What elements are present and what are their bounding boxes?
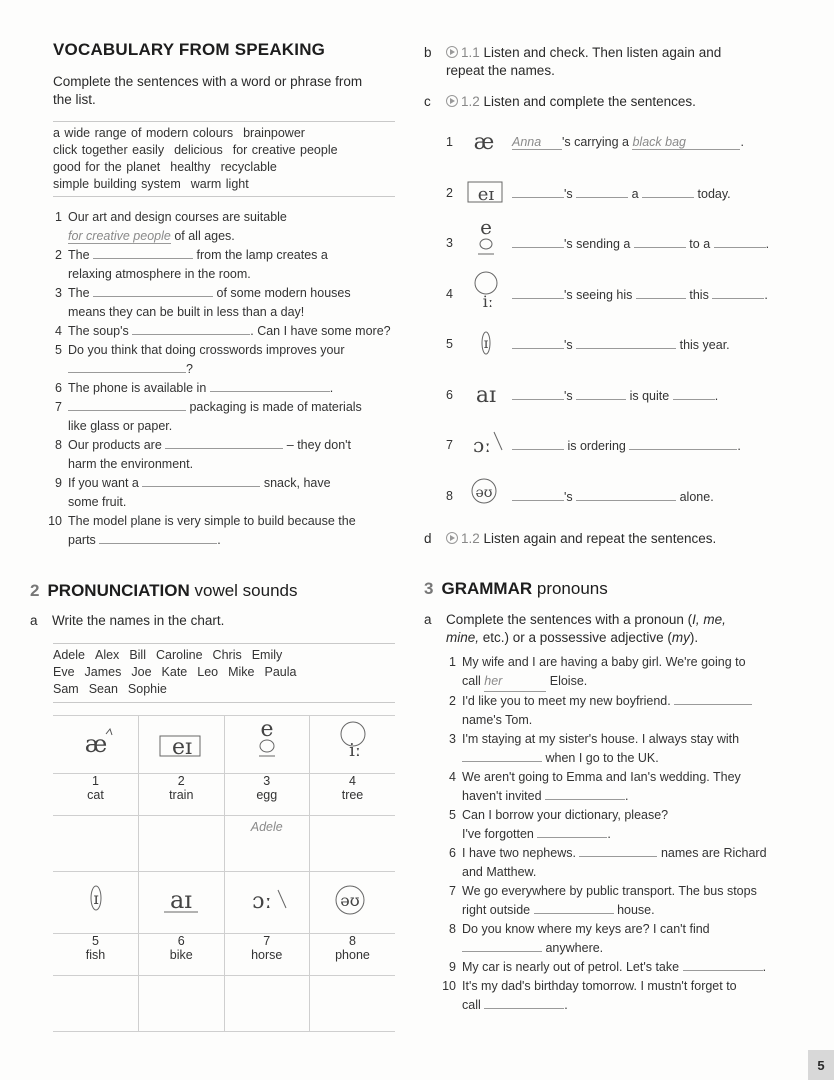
svg-text:æ: æ — [473, 130, 495, 155]
svg-text:ɪ: ɪ — [483, 336, 489, 352]
list-item: 9 If you want a snack, have — [55, 476, 331, 490]
train-icon — [466, 174, 506, 206]
list-item: 7 We go everywhere by public transport. The bus stops — [449, 884, 757, 898]
blank[interactable] — [93, 285, 213, 297]
exercise-b: b 1.1 Listen and check. Then listen again and repeat the names. — [424, 45, 722, 78]
vocab-title: VOCABULARY FROM SPEAKING — [53, 40, 326, 59]
list-item: 10 It's my dad's birthday tomorrow. I mustn't forget to — [442, 979, 737, 993]
vocab-instruction: Complete the sentences with a word or phrase from the list. — [53, 74, 363, 107]
horse-icon — [466, 426, 506, 458]
list-item: 5 Do you think that doing crosswords improves your — [55, 343, 345, 357]
svg-text:iː: iː — [482, 292, 494, 311]
blank[interactable] — [534, 902, 614, 914]
horse-icon — [242, 878, 292, 918]
pronunciation-a: a Write the names in the chart. — [30, 613, 225, 628]
svg-text:ɔː: ɔː — [473, 433, 491, 457]
list-item: 2 The from the lamp creates a — [55, 248, 328, 262]
names-list: Adele Alex Bill Caroline Chris Emily Eve James Joe Kate Leo Mike Paula Sam Sean Sophie — [53, 648, 297, 696]
answer-example: for creative people — [68, 229, 171, 243]
exercise-c: c 1.2 Listen and complete the sentences. — [424, 94, 696, 109]
blank[interactable] — [537, 826, 607, 838]
svg-text:ɪ: ɪ — [92, 889, 99, 908]
svg-text:ɔː: ɔː — [251, 889, 272, 914]
blank[interactable] — [462, 750, 542, 762]
blank[interactable] — [484, 997, 564, 1009]
list-item: 1 Our art and design courses are suitable — [55, 210, 287, 224]
blank[interactable] — [93, 247, 193, 259]
blank[interactable] — [132, 323, 250, 335]
svg-text:iː: iː — [348, 740, 361, 761]
grammar-exercise: 1 My wife and I are having a baby girl. We're going to call her Eloise. 2 I'd like you to meet my new boyfriend. name's Tom. 3 I'm staying at my sister's house. I always stay with when I go to the UK. 4 We aren't going to Emma and Ian's wedding. They haven't invited . 5 Can I borrow your dictionary, please? I've forgotten . 6 I have two nephews. names are Richard and Matthew. 7 We go everywhere by public transport. The bus stops right outside house. 8 Do you know where my keys are? I can't find anywhere. 9 My car is nearly out of petrol. Let's take . 10 It's my dad's birthday tomorrow. I mustn't forget to call . — [440, 653, 810, 1015]
list-item: 8 Do you know where my keys are? I can't find — [449, 922, 710, 936]
list-item: 1 My wife and I are having a baby girl. We're going to — [449, 655, 746, 669]
svg-text:eɪ: eɪ — [477, 184, 495, 205]
list-item: 3 The of some modern houses — [55, 286, 351, 300]
chart-cell[interactable] — [139, 976, 225, 1032]
blank[interactable] — [579, 845, 657, 857]
audio-icon[interactable] — [446, 46, 458, 58]
blank[interactable] — [165, 437, 283, 449]
svg-text:eɪ: eɪ — [172, 735, 193, 760]
tree-icon — [466, 269, 506, 313]
page-number: 5 — [808, 1050, 834, 1080]
list-item: 8 Our products are – they don't — [55, 438, 352, 452]
vowel-chart: æ eɪ e iː 1 cat 2 train 3 egg 4 tree Adele ɪ aɪ ɔː əʊ 5 fish 6 bike 7 horse 8 phone — [53, 715, 395, 1032]
list-item: 2 I'd like you to meet my new boyfriend. — [440, 692, 810, 711]
vocab-word-list: a wide range of modern colours brainpower click together easily delicious for creative people good for the planet healthy recyclable simple building system warm light — [53, 126, 338, 191]
blank[interactable] — [210, 380, 330, 392]
svg-text:əʊ: əʊ — [475, 485, 493, 501]
blank[interactable] — [142, 475, 260, 487]
list-item: 6 The phone is available in . — [55, 381, 334, 395]
blank[interactable] — [674, 693, 752, 705]
bike-icon — [158, 878, 204, 918]
chart-cell[interactable] — [53, 976, 139, 1032]
answer-example: her — [484, 672, 546, 692]
chart-cell[interactable] — [139, 816, 225, 872]
svg-text:aɪ: aɪ — [170, 886, 193, 914]
egg-icon — [466, 216, 506, 260]
grammar-a: a Complete the sentences with a pronoun (I, me, mine, etc.) or a possessive adjective (my). — [424, 612, 726, 645]
train-icon — [156, 722, 206, 762]
vocab-exercise: 1 Our art and design courses are suitable for creative people of all ages. 2 The from the lamp creates a relaxing atmosphere in the room. 3 The of some modern houses means they can be built in less than a day! 4 The soup's . Can I have some more? 5 Do you think that doing crosswords improves your ? 6 The phone is available in . 7 packaging is made of materials like glass or paper. 8 Our products are – they don't harm the environment. 9 If you want a snack, have some fruit. 10 The model plane is very simple to build because the parts . — [46, 208, 416, 550]
pronunciation-heading: 2 PRONUNCIATION vowel sounds — [30, 581, 298, 600]
blank[interactable] — [68, 361, 186, 373]
blank[interactable] — [462, 940, 542, 952]
blank[interactable] — [545, 788, 625, 800]
audio-icon[interactable] — [446, 532, 458, 544]
bike-icon — [466, 376, 506, 408]
tree-icon — [333, 716, 373, 762]
audio-icon[interactable] — [446, 95, 458, 107]
svg-text:e: e — [260, 717, 274, 742]
list-item: 4 The soup's . Can I have some more? — [55, 324, 391, 338]
list-item: 9 My car is nearly out of petrol. Let's take . — [449, 960, 767, 974]
exercise-d: d 1.2 Listen again and repeat the sentences. — [424, 531, 717, 546]
blank[interactable] — [683, 959, 763, 971]
blank[interactable] — [68, 399, 186, 411]
fish-icon — [76, 872, 116, 918]
svg-text:e: e — [480, 216, 492, 239]
egg-icon — [247, 716, 287, 762]
fish-icon — [466, 323, 506, 363]
blank[interactable] — [99, 532, 217, 544]
svg-text:əʊ: əʊ — [339, 891, 360, 910]
chart-cell[interactable] — [310, 976, 396, 1032]
svg-text:aɪ: aɪ — [475, 383, 497, 408]
phone-icon — [466, 477, 506, 509]
list-item: 5 Can I borrow your dictionary, please? — [449, 808, 669, 822]
list-item: 6 I have two nephews. names are Richard — [449, 846, 767, 860]
chart-cell[interactable] — [224, 976, 310, 1032]
list-item: 7 packaging is made of materials — [55, 400, 362, 414]
list-item: 10 The model plane is very simple to build because the — [48, 514, 356, 528]
chart-cell[interactable] — [53, 816, 139, 872]
svg-text:æ: æ — [84, 730, 107, 758]
list-item: 4 We aren't going to Emma and Ian's wedding. They — [449, 770, 741, 784]
phone-icon — [330, 878, 376, 918]
chart-cell[interactable]: Adele — [224, 816, 310, 872]
cat-icon — [466, 123, 506, 155]
chart-cell[interactable] — [310, 816, 396, 872]
list-item: 3 I'm staying at my sister's house. I always stay with — [449, 732, 740, 746]
grammar-heading: 3 GRAMMAR pronouns — [424, 579, 608, 598]
cat-icon — [76, 722, 116, 762]
